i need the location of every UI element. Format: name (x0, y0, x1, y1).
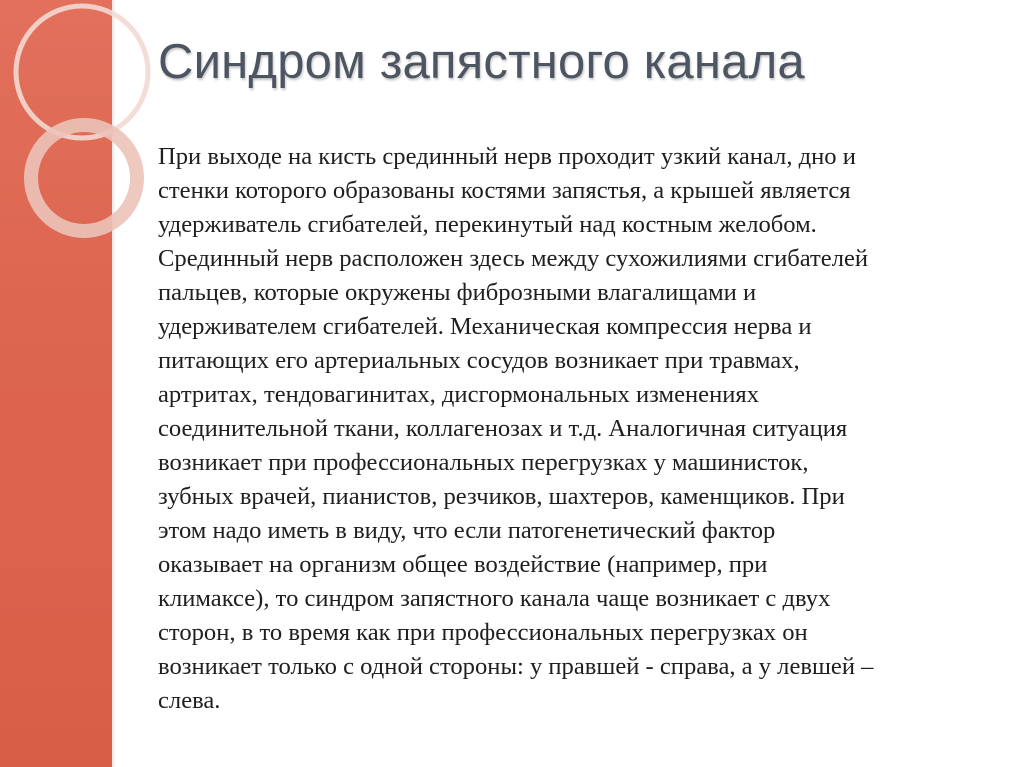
body-line: зубных врачей, пианистов, резчиков, шахтеров, каменщиков. При (158, 483, 845, 510)
body-line: удерживатель сгибателей, перекинутый над костным желобом. (158, 211, 817, 238)
body-line: удерживателем сгибателей. Механическая компрессия нерва и (158, 313, 812, 340)
body-line: При выходе на кисть срединный нерв проходит узкий канал, дно и (158, 143, 856, 170)
body-paragraph (158, 140, 998, 718)
body-line: оказывает на организм общее воздействие (например, при (158, 551, 768, 578)
body-line: этом надо иметь в виду, что если патогенетический фактор (158, 517, 776, 544)
body-line: стенки которого образованы костями запястья, а крышей является (158, 177, 851, 204)
body-line: соединительной ткани, коллагенозах и т.д. Аналогичная ситуация (158, 415, 848, 442)
body-line: артритах, тендовагинитах, дисгормональных изменениях (158, 381, 759, 408)
body-line: питающих его артериальных сосудов возникает при травмах, (158, 347, 800, 374)
body-line: пальцев, которые окружены фиброзными влагалищами и (158, 279, 757, 306)
body-line: сторон, в то время как при профессиональных перегрузках он (158, 619, 808, 646)
slide-title: Синдром запястного канала (158, 35, 805, 89)
body-line: слева. (158, 687, 221, 714)
body-line: климаксе), то синдром запястного канала чаще возникает с двух (158, 585, 831, 612)
body-line: Срединный нерв расположен здесь между сухожилиями сгибателей (158, 245, 869, 272)
body-line: возникает при профессиональных перегрузках у машинисток, (158, 449, 809, 476)
decorative-ring-small (31, 125, 137, 231)
body-line: возникает только с одной стороны: у правшей - справа, а у левшей – (158, 653, 874, 680)
